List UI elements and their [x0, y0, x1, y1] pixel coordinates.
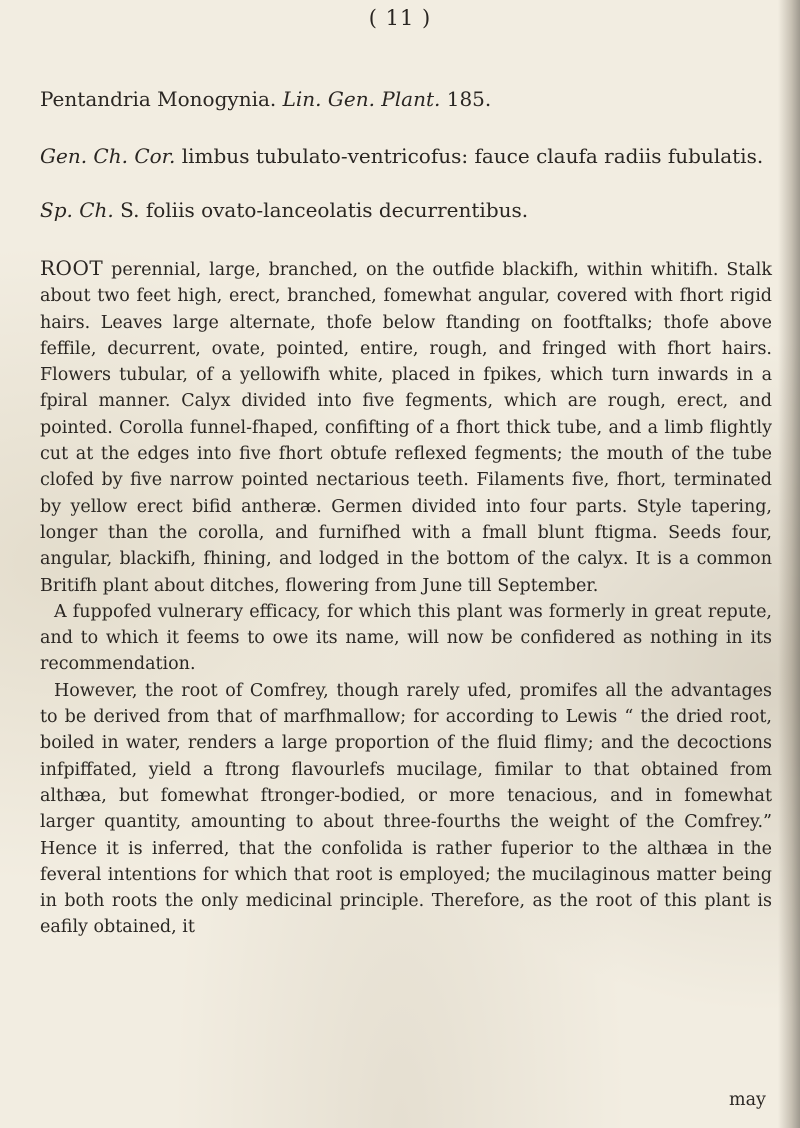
generic-character-text: limbus tubulato-ventricofus: fauce claufa radiis fubulatis.: [181, 144, 764, 168]
body-text: [40, 255, 772, 941]
specific-character: [40, 198, 528, 222]
specific-character-text: S. foliis ovato-lanceolatis decurrentibus.: [120, 198, 529, 222]
generic-character-part: Cor.: [134, 144, 176, 168]
catchword: may: [729, 1090, 766, 1110]
linnaean-reference: Lin. Gen. Plant.: [282, 87, 441, 111]
title-line: [40, 87, 491, 111]
description-text: perennial, large, branched, on the outfide blackifh, within whitifh. Stalk about two feet high, erect, branched, fomewhat angular, covered with fhort rigid hairs. Leaves large alternate, thofe below ftanding on footftalks; thofe above feffile, decurrent, ovate, pointed, entire, rough, and fringed with fhort hairs. Flowers tubular, of a yellowifh white, placed in fpikes, which turn inwards in a fpiral manner. Calyx divided into five fegments, which are rough, erect, and pointed. Corolla funnel-fhaped, confifting of a fhort thick tube, and a limb flightly cut at the edges into five fhort obtufe reflexed fegments; the mouth of the tube clofed by five narrow pointed nectarious teeth. Filaments five, fhort, terminated by yellow erect bifid antheræ. Germen divided into four parts. Style tapering, longer than the corolla, and furnifhed with a fmall blunt ftigma. Seeds four, angular, blackifh, fhining, and lodged in the bottom of the calyx. It is a common Britifh plant about ditches, flowering from June till September.: [40, 260, 772, 596]
page-edge-shadow: [778, 0, 800, 1128]
paragraph-lead-word: ROOT: [40, 256, 104, 280]
comfrey-root-paragraph: However, the root of Comfrey, though rarely ufed, promifes all the advantages to be derived from that of marfhmallow; for according to Lewis “ the dried root, boiled in water, renders a large proportion of the fluid flimy; and the decoctions infpiffated, yield a ftrong flavourlefs mucilage, fimilar to that obtained from althæa, but fomewhat ftronger-bodied, or more tenacious, and in fomewhat larger quantity, amounting to about three-fourths the weight of the Comfrey.” Hence it is inferred, that the confolida is rather fuperior to the althæa in the feveral intentions for which that root is employed; the mucilaginous matter being in both roots the only medicinal principle. Therefore, as the root of this plant is eafily obtained, it: [40, 680, 772, 938]
generic-character: [40, 144, 763, 168]
generic-character-label: Gen. Ch.: [40, 144, 128, 168]
genus-number: 185.: [446, 87, 492, 111]
order-name: Pentandria Monogynia.: [40, 87, 277, 111]
specific-character-label: Sp. Ch.: [40, 198, 114, 222]
page-number: ( 11 ): [368, 6, 432, 30]
description-paragraph: [40, 255, 772, 599]
vulnerary-paragraph: A fuppofed vulnerary efficacy, for which this plant was formerly in great repute, and to which it feems to owe its name, will now be confidered as nothing in its recommendation.: [40, 601, 772, 675]
